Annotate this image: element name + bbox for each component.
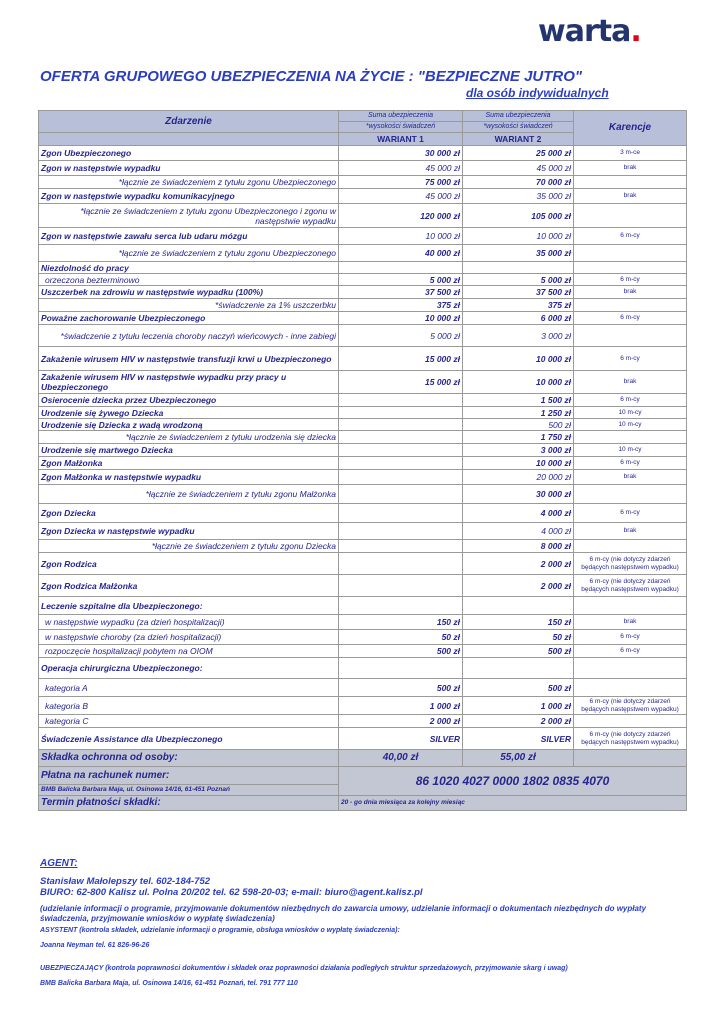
header-wariant-1: WARIANT 1 bbox=[339, 133, 463, 146]
row-karencja bbox=[574, 431, 687, 444]
table-row bbox=[39, 615, 687, 630]
page-subtitle: dla osób indywidualnych bbox=[466, 86, 609, 100]
table-row bbox=[39, 470, 687, 485]
row-w1-value: 375 zł bbox=[339, 299, 463, 312]
table-row bbox=[39, 553, 687, 575]
row-w2-value bbox=[463, 658, 574, 679]
table-row bbox=[39, 371, 687, 394]
row-label: kategoria C bbox=[39, 715, 339, 728]
row-w1-value bbox=[339, 504, 463, 523]
assistant-name: Joanna Neyman tel. 61 826-96-26 bbox=[40, 942, 150, 949]
row-karencja bbox=[574, 299, 687, 312]
row-w2-value: 37 500 zł bbox=[463, 286, 574, 299]
table-row bbox=[39, 419, 687, 431]
agent-office: BIURO: 62-800 Kalisz ul. Polna 20/202 tel. 62 598-20-03; e-mail: biuro@agent.kalisz.pl bbox=[40, 887, 423, 898]
table-row bbox=[39, 204, 687, 228]
row-w1-value bbox=[339, 575, 463, 597]
row-label: Zakażenie wirusem HIV w następstwie wypadku przy pracy u Ubezpieczonego bbox=[39, 371, 339, 394]
row-w1-value bbox=[339, 553, 463, 575]
table-row bbox=[39, 523, 687, 540]
table-row bbox=[39, 697, 687, 715]
row-karencja: 6 m-cy bbox=[574, 645, 687, 658]
termin-label: Termin płatności składki: bbox=[39, 796, 339, 811]
row-w2-value: 3 000 zł bbox=[463, 444, 574, 457]
row-w2-value: 10 000 zł bbox=[463, 347, 574, 371]
table-row bbox=[39, 394, 687, 407]
row-label: Zgon Rodzica bbox=[39, 553, 339, 575]
row-w2-value bbox=[463, 262, 574, 274]
row-karencja bbox=[574, 204, 687, 228]
insurer-info: UBEZPIECZAJĄCY (kontrola poprawności dokumentów i składek oraz poprawności działania podległych struktur sprzedażowych, przyjmowanie skarg i uwag) bbox=[40, 965, 568, 972]
row-label: Świadczenie Assistance dla Ubezpieczonego bbox=[39, 728, 339, 750]
row-w1-value bbox=[339, 262, 463, 274]
row-karencja: 6 m-cy (nie dotyczy zdarzeń będących następstwem wypadku) bbox=[574, 553, 687, 575]
row-karencja: 6 m-cy bbox=[574, 457, 687, 470]
header-karencje: Karencje bbox=[574, 111, 687, 146]
row-karencja: 6 m-cy (nie dotyczy zdarzeń będących następstwem wypadku) bbox=[574, 575, 687, 597]
agent-heading: AGENT: bbox=[40, 858, 78, 869]
row-label: Zgon w następstwie wypadku komunikacyjnego bbox=[39, 189, 339, 204]
row-w1-value: 50 zł bbox=[339, 630, 463, 645]
table-row bbox=[39, 540, 687, 553]
table-row bbox=[39, 325, 687, 347]
row-w1-value: 37 500 zł bbox=[339, 286, 463, 299]
row-w2-value: 8 000 zł bbox=[463, 540, 574, 553]
row-w1-value: 15 000 zł bbox=[339, 347, 463, 371]
row-karencja bbox=[574, 262, 687, 274]
table-row bbox=[39, 715, 687, 728]
rachunek-address: BMB Balicka Barbara Maja, ul. Osinowa 14/16, 61-451 Poznań bbox=[39, 785, 339, 796]
table-row bbox=[39, 485, 687, 504]
row-w2-value: 4 000 zł bbox=[463, 504, 574, 523]
row-karencja: brak bbox=[574, 189, 687, 204]
row-w2-value: SILVER bbox=[463, 728, 574, 750]
row-w2-value: 50 zł bbox=[463, 630, 574, 645]
row-w2-value: 2 000 zł bbox=[463, 575, 574, 597]
row-w1-value bbox=[339, 394, 463, 407]
row-w1-value: 500 zł bbox=[339, 679, 463, 697]
row-karencja: brak bbox=[574, 286, 687, 299]
row-karencja: 6 m-cy bbox=[574, 228, 687, 245]
row-label: *łącznie ze świadczeniem z tytułu urodzenia się dziecka bbox=[39, 431, 339, 444]
row-label: *łącznie ze świadczeniem z tytułu zgonu Ubezpieczonego i zgonu w następstwie wypadku bbox=[39, 204, 339, 228]
row-w2-value: 375 zł bbox=[463, 299, 574, 312]
header-suma-1-note: *wysokości świadczeń bbox=[339, 122, 463, 133]
table-row bbox=[39, 658, 687, 679]
row-karencja: brak bbox=[574, 161, 687, 176]
row-label: *łącznie ze świadczeniem z tytułu zgonu Dziecka bbox=[39, 540, 339, 553]
row-w1-value bbox=[339, 523, 463, 540]
table-row bbox=[39, 176, 687, 189]
table-row bbox=[39, 228, 687, 245]
table-row bbox=[39, 444, 687, 457]
table-row bbox=[39, 299, 687, 312]
row-label: *świadczenie za 1% uszczerbku bbox=[39, 299, 339, 312]
row-w1-value bbox=[339, 470, 463, 485]
row-label: Urodzenie się martwego Dziecka bbox=[39, 444, 339, 457]
row-label: *łącznie ze świadczeniem z tytułu zgonu Ubezpieczonego bbox=[39, 176, 339, 189]
row-w2-value bbox=[463, 597, 574, 615]
row-karencja bbox=[574, 325, 687, 347]
row-w2-value: 10 000 zł bbox=[463, 457, 574, 470]
row-label: Poważne zachorowanie Ubezpieczonego bbox=[39, 312, 339, 325]
row-w2-value: 150 zł bbox=[463, 615, 574, 630]
row-label: Zgon Ubezpieczonego bbox=[39, 146, 339, 161]
row-label: Zgon Dziecka w następstwie wypadku bbox=[39, 523, 339, 540]
row-karencja: 3 m-ce bbox=[574, 146, 687, 161]
header-suma-2-note: *wysokości świadczeń bbox=[463, 122, 574, 133]
header-suma-1: Suma ubezpieczenia bbox=[339, 111, 463, 122]
row-label: kategoria B bbox=[39, 697, 339, 715]
table-row bbox=[39, 262, 687, 274]
row-w1-value: 500 zł bbox=[339, 645, 463, 658]
row-label: Zgon w następstwie wypadku bbox=[39, 161, 339, 176]
row-karencja: 6 m-cy bbox=[574, 312, 687, 325]
row-w1-value: 10 000 zł bbox=[339, 312, 463, 325]
table-row bbox=[39, 575, 687, 597]
row-karencja: brak bbox=[574, 523, 687, 540]
table-row bbox=[39, 630, 687, 645]
row-w1-value: 120 000 zł bbox=[339, 204, 463, 228]
row-w1-value: 5 000 zł bbox=[339, 274, 463, 286]
table-row bbox=[39, 146, 687, 161]
row-w1-value bbox=[339, 457, 463, 470]
agent-info: (udzielanie informacji o programie, przyjmowanie dokumentów niezbędnych do zawarcia umowy, udzielanie informacji o dokumentach niezbędnych do wypłaty świadczenia, przyjmowanie wniosków o wypłatę świadczenia) bbox=[40, 904, 647, 923]
row-w2-value: 35 000 zł bbox=[463, 245, 574, 262]
row-label: Uszczerbek na zdrowiu w następstwie wypadku (100%) bbox=[39, 286, 339, 299]
row-w2-value: 25 000 zł bbox=[463, 146, 574, 161]
row-w1-value: 75 000 zł bbox=[339, 176, 463, 189]
table-row bbox=[39, 161, 687, 176]
row-karencja: brak bbox=[574, 615, 687, 630]
row-label: Urodzenie się Dziecka z wadą wrodzoną bbox=[39, 419, 339, 431]
row-w2-value: 70 000 zł bbox=[463, 176, 574, 189]
row-karencja: 10 m-cy bbox=[574, 444, 687, 457]
row-label: *świadczenie z tytułu leczenia choroby naczyń wieńcowych - inne zabiegi bbox=[39, 325, 339, 347]
row-label: orzeczona bezterminowo bbox=[39, 274, 339, 286]
row-w2-value: 10 000 zł bbox=[463, 228, 574, 245]
row-w2-value: 6 000 zł bbox=[463, 312, 574, 325]
header-spacer bbox=[39, 133, 339, 146]
row-karencja: brak bbox=[574, 470, 687, 485]
row-label: Zakażenie wirusem HIV w następstwie transfuzji krwi u Ubezpieczonego bbox=[39, 347, 339, 371]
row-w1-value bbox=[339, 540, 463, 553]
row-label: *łącznie ze świadczeniem z tytułu zgonu Małżonka bbox=[39, 485, 339, 504]
row-label: Leczenie szpitalne dla Ubezpieczonego: bbox=[39, 597, 339, 615]
row-w1-value bbox=[339, 431, 463, 444]
row-karencja: 6 m-cy (nie dotyczy zdarzeń będących następstwem wypadku) bbox=[574, 697, 687, 715]
header-zdarzenie: Zdarzenie bbox=[39, 111, 339, 133]
insurer-address: BMB Balicka Barbara Maja, ul. Osinowa 14/16, 61-451 Poznań, tel. 791 777 110 bbox=[40, 980, 298, 987]
row-karencja: 6 m-cy bbox=[574, 504, 687, 523]
row-label: *łącznie ze świadczeniem z tytułu zgonu Ubezpieczonego bbox=[39, 245, 339, 262]
table-row bbox=[39, 728, 687, 750]
header-suma-2: Suma ubezpieczenia bbox=[463, 111, 574, 122]
row-w1-value: 45 000 zł bbox=[339, 161, 463, 176]
row-label: Zgon Małżonka bbox=[39, 457, 339, 470]
termin-value: 20 - go dnia miesiąca za kolejny miesiąc bbox=[339, 796, 687, 811]
table-row bbox=[39, 645, 687, 658]
table-row bbox=[39, 347, 687, 371]
row-w1-value: 150 zł bbox=[339, 615, 463, 630]
row-w2-value: 1 500 zł bbox=[463, 394, 574, 407]
header-wariant-2: WARIANT 2 bbox=[463, 133, 574, 146]
table-row bbox=[39, 286, 687, 299]
row-w2-value: 2 000 zł bbox=[463, 553, 574, 575]
row-w1-value: SILVER bbox=[339, 728, 463, 750]
table-row bbox=[39, 679, 687, 697]
row-label: Zgon Małżonka w następstwie wypadku bbox=[39, 470, 339, 485]
table-row bbox=[39, 457, 687, 470]
row-w1-value: 1 000 zł bbox=[339, 697, 463, 715]
row-w2-value: 35 000 zł bbox=[463, 189, 574, 204]
row-karencja bbox=[574, 176, 687, 189]
row-w2-value: 4 000 zł bbox=[463, 523, 574, 540]
row-karencja: 6 m-cy (nie dotyczy zdarzeń będących następstwem wypadku) bbox=[574, 728, 687, 750]
row-w1-value bbox=[339, 444, 463, 457]
row-label: Zgon w następstwie zawału serca lub udaru mózgu bbox=[39, 228, 339, 245]
row-label: kategoria A bbox=[39, 679, 339, 697]
row-w2-value: 2 000 zł bbox=[463, 715, 574, 728]
row-karencja: 10 m-cy bbox=[574, 419, 687, 431]
row-w2-value: 1 000 zł bbox=[463, 697, 574, 715]
offer-table bbox=[38, 110, 687, 811]
table-row bbox=[39, 245, 687, 262]
row-karencja: 6 m-cy bbox=[574, 394, 687, 407]
table-row bbox=[39, 189, 687, 204]
table-row bbox=[39, 431, 687, 444]
row-w2-value: 1 750 zł bbox=[463, 431, 574, 444]
table-row bbox=[39, 504, 687, 523]
row-w1-value: 2 000 zł bbox=[339, 715, 463, 728]
row-label: Niezdolność do pracy bbox=[39, 262, 339, 274]
row-label: Osierocenie dziecka przez Ubezpieczonego bbox=[39, 394, 339, 407]
row-karencja: 6 m-cy bbox=[574, 274, 687, 286]
row-label: Operacja chirurgiczna Ubezpieczonego: bbox=[39, 658, 339, 679]
row-label: w następstwie wypadku (za dzień hospitalizacji) bbox=[39, 615, 339, 630]
row-label: rozpoczęcie hospitalizacji pobytem na OIOM bbox=[39, 645, 339, 658]
row-karencja: 6 m-cy bbox=[574, 630, 687, 645]
table-row bbox=[39, 274, 687, 286]
rachunek-label: Płatna na rachunek numer: bbox=[39, 767, 339, 785]
row-w1-value: 10 000 zł bbox=[339, 228, 463, 245]
row-karencja bbox=[574, 715, 687, 728]
row-karencja: 6 m-cy bbox=[574, 347, 687, 371]
table-row bbox=[39, 597, 687, 615]
skladka-w1: 40,00 zł bbox=[339, 750, 463, 767]
row-w2-value: 105 000 zł bbox=[463, 204, 574, 228]
row-w1-value: 15 000 zł bbox=[339, 371, 463, 394]
table-row bbox=[39, 312, 687, 325]
row-label: Urodzenie się żywego Dziecka bbox=[39, 407, 339, 419]
row-w2-value: 20 000 zł bbox=[463, 470, 574, 485]
row-w2-value: 5 000 zł bbox=[463, 274, 574, 286]
agent-name: Stanisław Małolepszy tel. 602-184-752 bbox=[40, 876, 211, 887]
page-title: OFERTA GRUPOWEGO UBEZPIECZENIA NA ŻYCIE : "BEZPIECZNE JUTRO" bbox=[40, 68, 583, 85]
row-w1-value bbox=[339, 658, 463, 679]
row-karencja bbox=[574, 679, 687, 697]
row-w1-value bbox=[339, 597, 463, 615]
row-karencja bbox=[574, 485, 687, 504]
row-w2-value: 1 250 zł bbox=[463, 407, 574, 419]
row-w1-value: 30 000 zł bbox=[339, 146, 463, 161]
row-karencja bbox=[574, 245, 687, 262]
row-w2-value: 3 000 zł bbox=[463, 325, 574, 347]
row-karencja bbox=[574, 597, 687, 615]
row-karencja bbox=[574, 540, 687, 553]
warta-logo: warta. bbox=[538, 14, 641, 49]
row-karencja bbox=[574, 658, 687, 679]
row-w2-value: 45 000 zł bbox=[463, 161, 574, 176]
row-w1-value bbox=[339, 485, 463, 504]
row-w2-value: 500 zł bbox=[463, 645, 574, 658]
row-w1-value bbox=[339, 407, 463, 419]
table-row bbox=[39, 407, 687, 419]
skladka-label: Składka ochronna od osoby: bbox=[39, 750, 339, 767]
row-w1-value: 45 000 zł bbox=[339, 189, 463, 204]
assistant-info: ASYSTENT (kontrola składek, udzielanie informacji o programie, obsługa wniosków o wypłatę świadczenia): bbox=[40, 927, 400, 934]
row-karencja: brak bbox=[574, 371, 687, 394]
row-w1-value bbox=[339, 419, 463, 431]
skladka-w2: 55,00 zł bbox=[463, 750, 574, 767]
row-w1-value: 5 000 zł bbox=[339, 325, 463, 347]
row-label: Zgon Dziecka bbox=[39, 504, 339, 523]
row-karencja: 10 m-cy bbox=[574, 407, 687, 419]
account-number: 86 1020 4027 0000 1802 0835 4070 bbox=[339, 767, 687, 796]
row-label: Zgon Rodzica Małżonka bbox=[39, 575, 339, 597]
row-w2-value: 10 000 zł bbox=[463, 371, 574, 394]
row-w2-value: 500 zł bbox=[463, 419, 574, 431]
row-w2-value: 30 000 zł bbox=[463, 485, 574, 504]
row-label: w następstwie choroby (za dzień hospitalizacji) bbox=[39, 630, 339, 645]
row-w2-value: 500 zł bbox=[463, 679, 574, 697]
row-w1-value: 40 000 zł bbox=[339, 245, 463, 262]
